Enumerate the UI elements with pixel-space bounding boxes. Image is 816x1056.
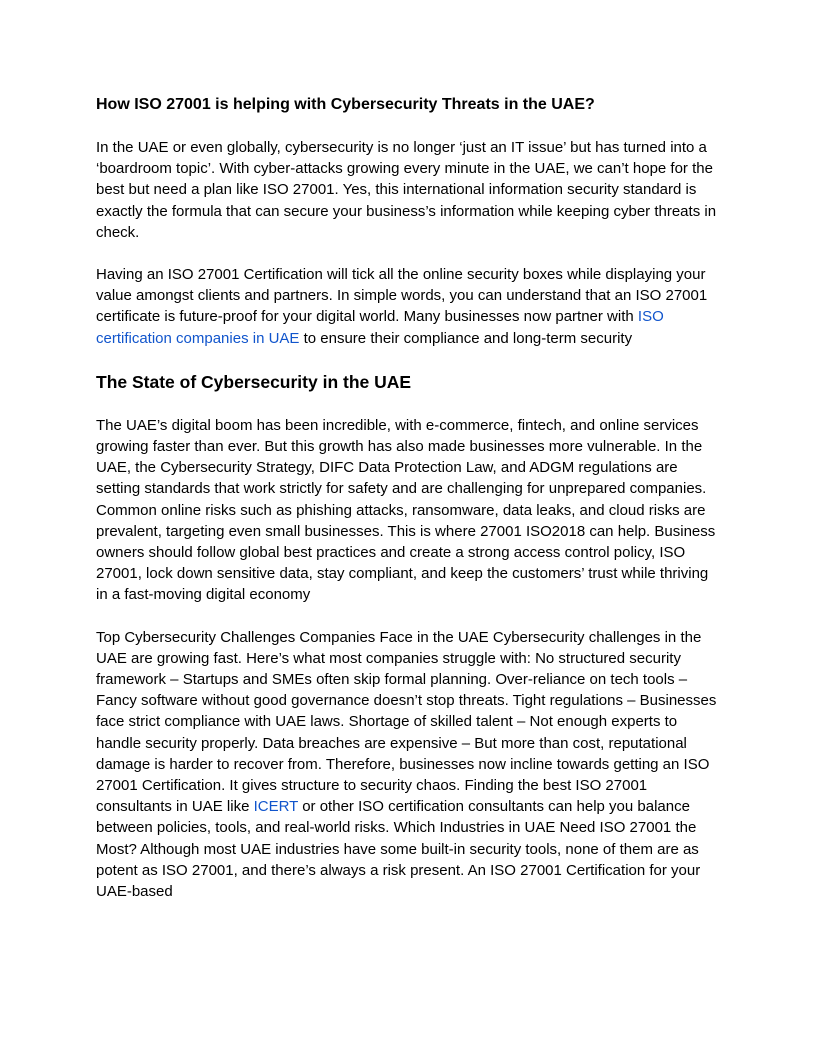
challenges-text-after-link: or other ISO certification consultants can help you balance between policies, tools, and real-world risks. Which Industries in UAE Need ISO 27001 the Most? Although most UAE industries have some built-in security tools, none of them are as potent as ISO 27001, and there’s always a risk present. An ISO 27001 Certification for your UAE-based <box>96 798 701 901</box>
document-title: How ISO 27001 is helping with Cybersecurity Threats in the UAE? <box>96 96 595 113</box>
challenges-text-before-link: Top Cybersecurity Challenges Companies Face in the UAE Cybersecurity challenges in the UAE are growing fast. Here’s what most companies struggle with: No structured security framework – Startups and SMEs often skip formal planning. Over-reliance on tech tools – Fancy software without good governance doesn’t stop threats. Tight regulations – Businesses face strict compliance with UAE laws. Shortage of skilled talent – Not enough experts to handle security properly. Data breaches are expensive – But more than cost, reputational damage is harder to recover from. Therefore, businesses now incline towards getting an ISO 27001 Certification. It gives structure to security chaos. Finding the best ISO 27001 consultants in UAE like <box>96 628 717 816</box>
iso-certification-companies-link[interactable]: ISO certification companies in UAE <box>96 308 664 347</box>
document-page <box>96 93 722 923</box>
challenges-paragraph <box>96 627 722 903</box>
certification-paragraph <box>96 264 722 349</box>
intro-paragraph: In the UAE or even globally, cybersecurity is no longer ‘just an IT issue’ but has turned into a ‘boardroom topic’. With cyber-attacks growing every minute in the UAE, we can’t hope for the best but need a plan like ISO 27001. Yes, this international information security standard is exactly the formula that can secure your business’s information while keeping cyber threats in check. <box>96 139 717 241</box>
state-paragraph: The UAE’s digital boom has been incredible, with e-commerce, fintech, and online services growing faster than ever. But this growth has also made businesses more vulnerable. In the UAE, the Cybersecurity Strategy, DIFC Data Protection Law, and ADGM regulations are setting standards that work strictly for safety and are challenging for unprepared companies. Common online risks such as phishing attacks, ransomware, data leaks, and cloud risks are prevalent, targeting even small businesses. This is where 27001 ISO2018 can help. Business owners should follow global best practices and create a strong access control policy, ISO 27001, lock down sensitive data, stay compliant, and keep the customers’ trust while thriving in a fast-moving digital economy <box>96 416 716 604</box>
icert-link[interactable]: ICERT <box>253 798 299 816</box>
section-heading: The State of Cybersecurity in the UAE <box>96 371 412 392</box>
certification-text-before-link: Having an ISO 27001 Certification will tick all the online security boxes while displaying your value amongst clients and partners. In simple words, you can understand that an ISO 27001 certificate is future-proof for your digital world. Many businesses now partner with <box>96 266 708 326</box>
certification-text-after-link: to ensure their compliance and long-term security <box>299 329 633 347</box>
